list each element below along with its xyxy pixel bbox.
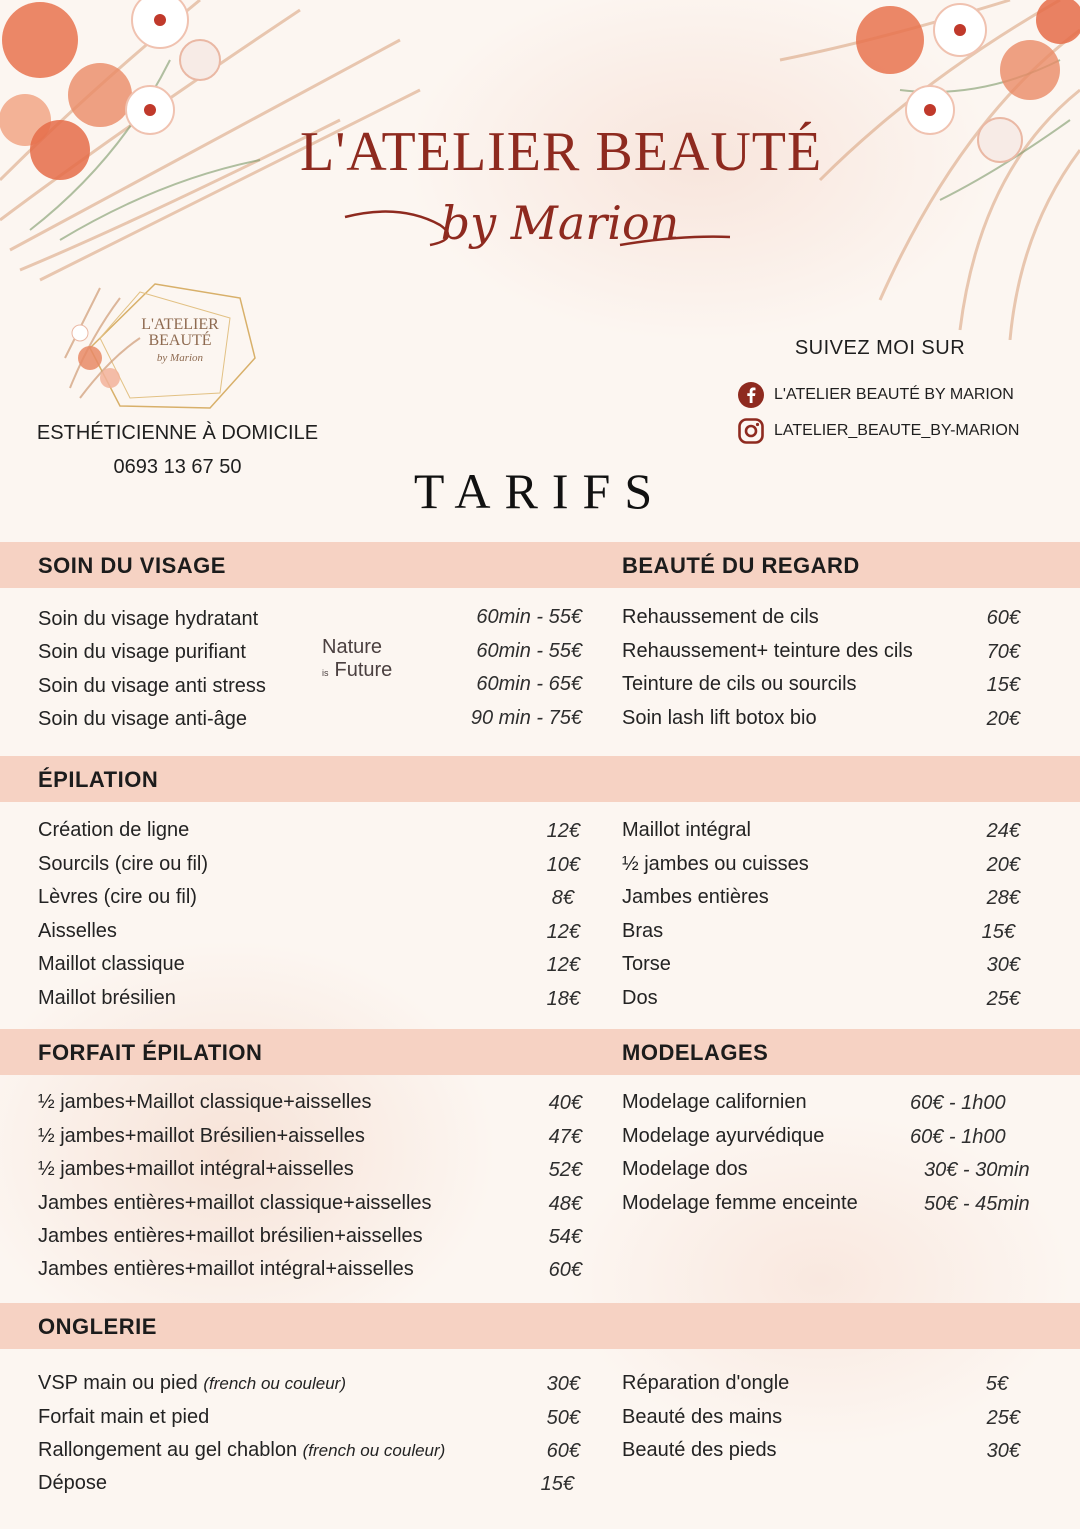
- instagram-link[interactable]: [738, 418, 1019, 444]
- price: 15€: [981, 921, 1015, 943]
- list-item: Beauté des mains: [622, 1406, 783, 1428]
- list-item: Sourcils (cire ou fil): [38, 853, 209, 875]
- price: 60min - 65€: [476, 673, 582, 695]
- nature-is-future-logo: [322, 636, 432, 685]
- nature-badge-line2: Future: [334, 659, 393, 681]
- price: 60€ - 1h00: [910, 1092, 1006, 1114]
- list-item: Bras: [622, 920, 664, 942]
- price: 20€: [986, 708, 1020, 730]
- list-item: Soin du visage anti stress: [38, 675, 266, 697]
- item-note: (french ou couleur): [203, 1374, 346, 1393]
- price: 60min - 55€: [476, 606, 582, 628]
- price: 47€: [548, 1126, 582, 1148]
- item-name: VSP main ou pied: [38, 1372, 198, 1394]
- price: 48€: [548, 1193, 582, 1215]
- price: 12€: [546, 921, 580, 943]
- list-item: Réparation d'ongle: [622, 1372, 790, 1394]
- brand-subtitle: by Marion: [440, 196, 680, 250]
- tagline: ESTHÉTICIENNE À DOMICILE: [36, 422, 319, 444]
- instagram-label: LATELIER_BEAUTE_BY-MARION: [774, 422, 1020, 439]
- list-item: Rehaussement+ teinture des cils: [622, 640, 913, 662]
- price: 25€: [986, 1407, 1020, 1429]
- price: 20€: [986, 854, 1020, 876]
- section-title-epilation: ÉPILATION: [38, 767, 159, 792]
- section-title-modelages: MODELAGES: [622, 1040, 769, 1065]
- item-note: (french ou couleur): [302, 1441, 446, 1460]
- list-item: Beauté des pieds: [622, 1439, 777, 1461]
- list-item: Modelage dos: [622, 1158, 748, 1180]
- list-item: Soin du visage purifiant: [38, 641, 246, 663]
- price: 60€ - 1h00: [910, 1126, 1006, 1148]
- price: 18€: [546, 988, 580, 1010]
- list-item: Jambes entières+maillot intégral+aisselles: [38, 1258, 414, 1280]
- logo-line-1: L'ATELIER: [141, 316, 219, 333]
- price: 25€: [986, 988, 1020, 1010]
- list-item: ½ jambes+Maillot classique+aisselles: [38, 1091, 372, 1113]
- nature-badge-line1: Nature: [322, 636, 383, 658]
- list-item: Modelage californien: [622, 1091, 807, 1113]
- section-title-soin-visage: SOIN DU VISAGE: [38, 553, 226, 578]
- list-item: Jambes entières+maillot classique+aisselles: [38, 1192, 432, 1214]
- price: 5€: [985, 1373, 1008, 1395]
- list-item: ½ jambes+maillot intégral+aisselles: [38, 1158, 354, 1180]
- list-item: Jambes entières: [622, 886, 769, 908]
- list-item: Dos: [622, 987, 658, 1009]
- list-item: Torse: [622, 953, 671, 975]
- nature-badge-small: is: [322, 668, 329, 678]
- price: 28€: [986, 887, 1020, 909]
- list-item: Modelage femme enceinte: [622, 1192, 858, 1214]
- price: 8€: [551, 887, 574, 909]
- logo-line-3: by Marion: [156, 352, 204, 364]
- section-title-onglerie: ONGLERIE: [38, 1314, 157, 1339]
- list-item: Soin du visage anti-âge: [38, 708, 248, 730]
- price: 30€: [986, 1440, 1020, 1462]
- price: 60€: [986, 607, 1020, 629]
- list-item: [38, 1439, 445, 1462]
- price: 30€: [986, 954, 1020, 976]
- item-name: Forfait main et pied: [38, 1406, 210, 1428]
- facebook-label: L'ATELIER BEAUTÉ BY MARION: [774, 386, 1014, 403]
- list-item: ½ jambes ou cuisses: [622, 853, 809, 875]
- price: 12€: [546, 820, 580, 842]
- list-item: Maillot classique: [38, 953, 185, 975]
- item-name: Dépose: [38, 1472, 107, 1494]
- list-item: [38, 1372, 346, 1395]
- price: 30€ - 30min: [924, 1159, 1030, 1181]
- price: 15€: [986, 674, 1020, 696]
- price: 52€: [548, 1159, 582, 1181]
- price: 10€: [546, 854, 580, 876]
- price: 60€: [546, 1440, 580, 1462]
- list-item: Lèvres (cire ou fil): [38, 886, 197, 908]
- list-item: Modelage ayurvédique: [622, 1125, 825, 1147]
- price: 60min - 55€: [476, 640, 582, 662]
- section-band-onglerie: [0, 1303, 1080, 1349]
- list-item: [38, 1472, 107, 1495]
- facebook-link[interactable]: [738, 382, 1014, 408]
- list-item: Teinture de cils ou sourcils: [622, 673, 857, 695]
- item-name: Rallongement au gel chablon: [38, 1439, 298, 1461]
- page-title: TARIFS: [413, 463, 667, 519]
- list-item: Soin du visage hydratant: [38, 608, 259, 630]
- price: 15€: [540, 1473, 574, 1495]
- logo-line-2: BEAUTÉ: [148, 332, 212, 349]
- price: 54€: [548, 1226, 582, 1248]
- section-title-regard: BEAUTÉ DU REGARD: [622, 553, 860, 578]
- follow-heading: SUIVEZ MOI SUR: [794, 337, 966, 359]
- price: 40€: [548, 1092, 582, 1114]
- list-item: Création de ligne: [38, 819, 190, 841]
- phone-number[interactable]: 0693 13 67 50: [113, 456, 242, 478]
- price: 50€ - 45min: [924, 1193, 1030, 1215]
- section-band-epilation: [0, 756, 1080, 802]
- price: 12€: [546, 954, 580, 976]
- list-item: Maillot intégral: [622, 819, 751, 841]
- list-item: Maillot brésilien: [38, 987, 176, 1009]
- price: 70€: [986, 641, 1020, 663]
- price: 30€: [546, 1373, 580, 1395]
- section-title-forfait: FORFAIT ÉPILATION: [38, 1040, 263, 1065]
- list-item: Jambes entières+maillot brésilien+aisselles: [38, 1225, 423, 1247]
- list-item: [38, 1406, 209, 1429]
- list-item: Soin lash lift botox bio: [622, 707, 817, 729]
- price: 24€: [986, 820, 1020, 842]
- instagram-icon: [738, 418, 764, 444]
- brand-title: L'ATELIER BEAUTÉ: [300, 121, 823, 183]
- facebook-icon: [738, 382, 764, 408]
- list-item: ½ jambes+maillot Brésilien+aisselles: [38, 1125, 365, 1147]
- list-item: Aisselles: [38, 920, 117, 942]
- price: 90 min - 75€: [470, 707, 582, 729]
- price: 60€: [548, 1259, 582, 1281]
- price: 50€: [546, 1407, 580, 1429]
- list-item: Rehaussement de cils: [622, 606, 819, 628]
